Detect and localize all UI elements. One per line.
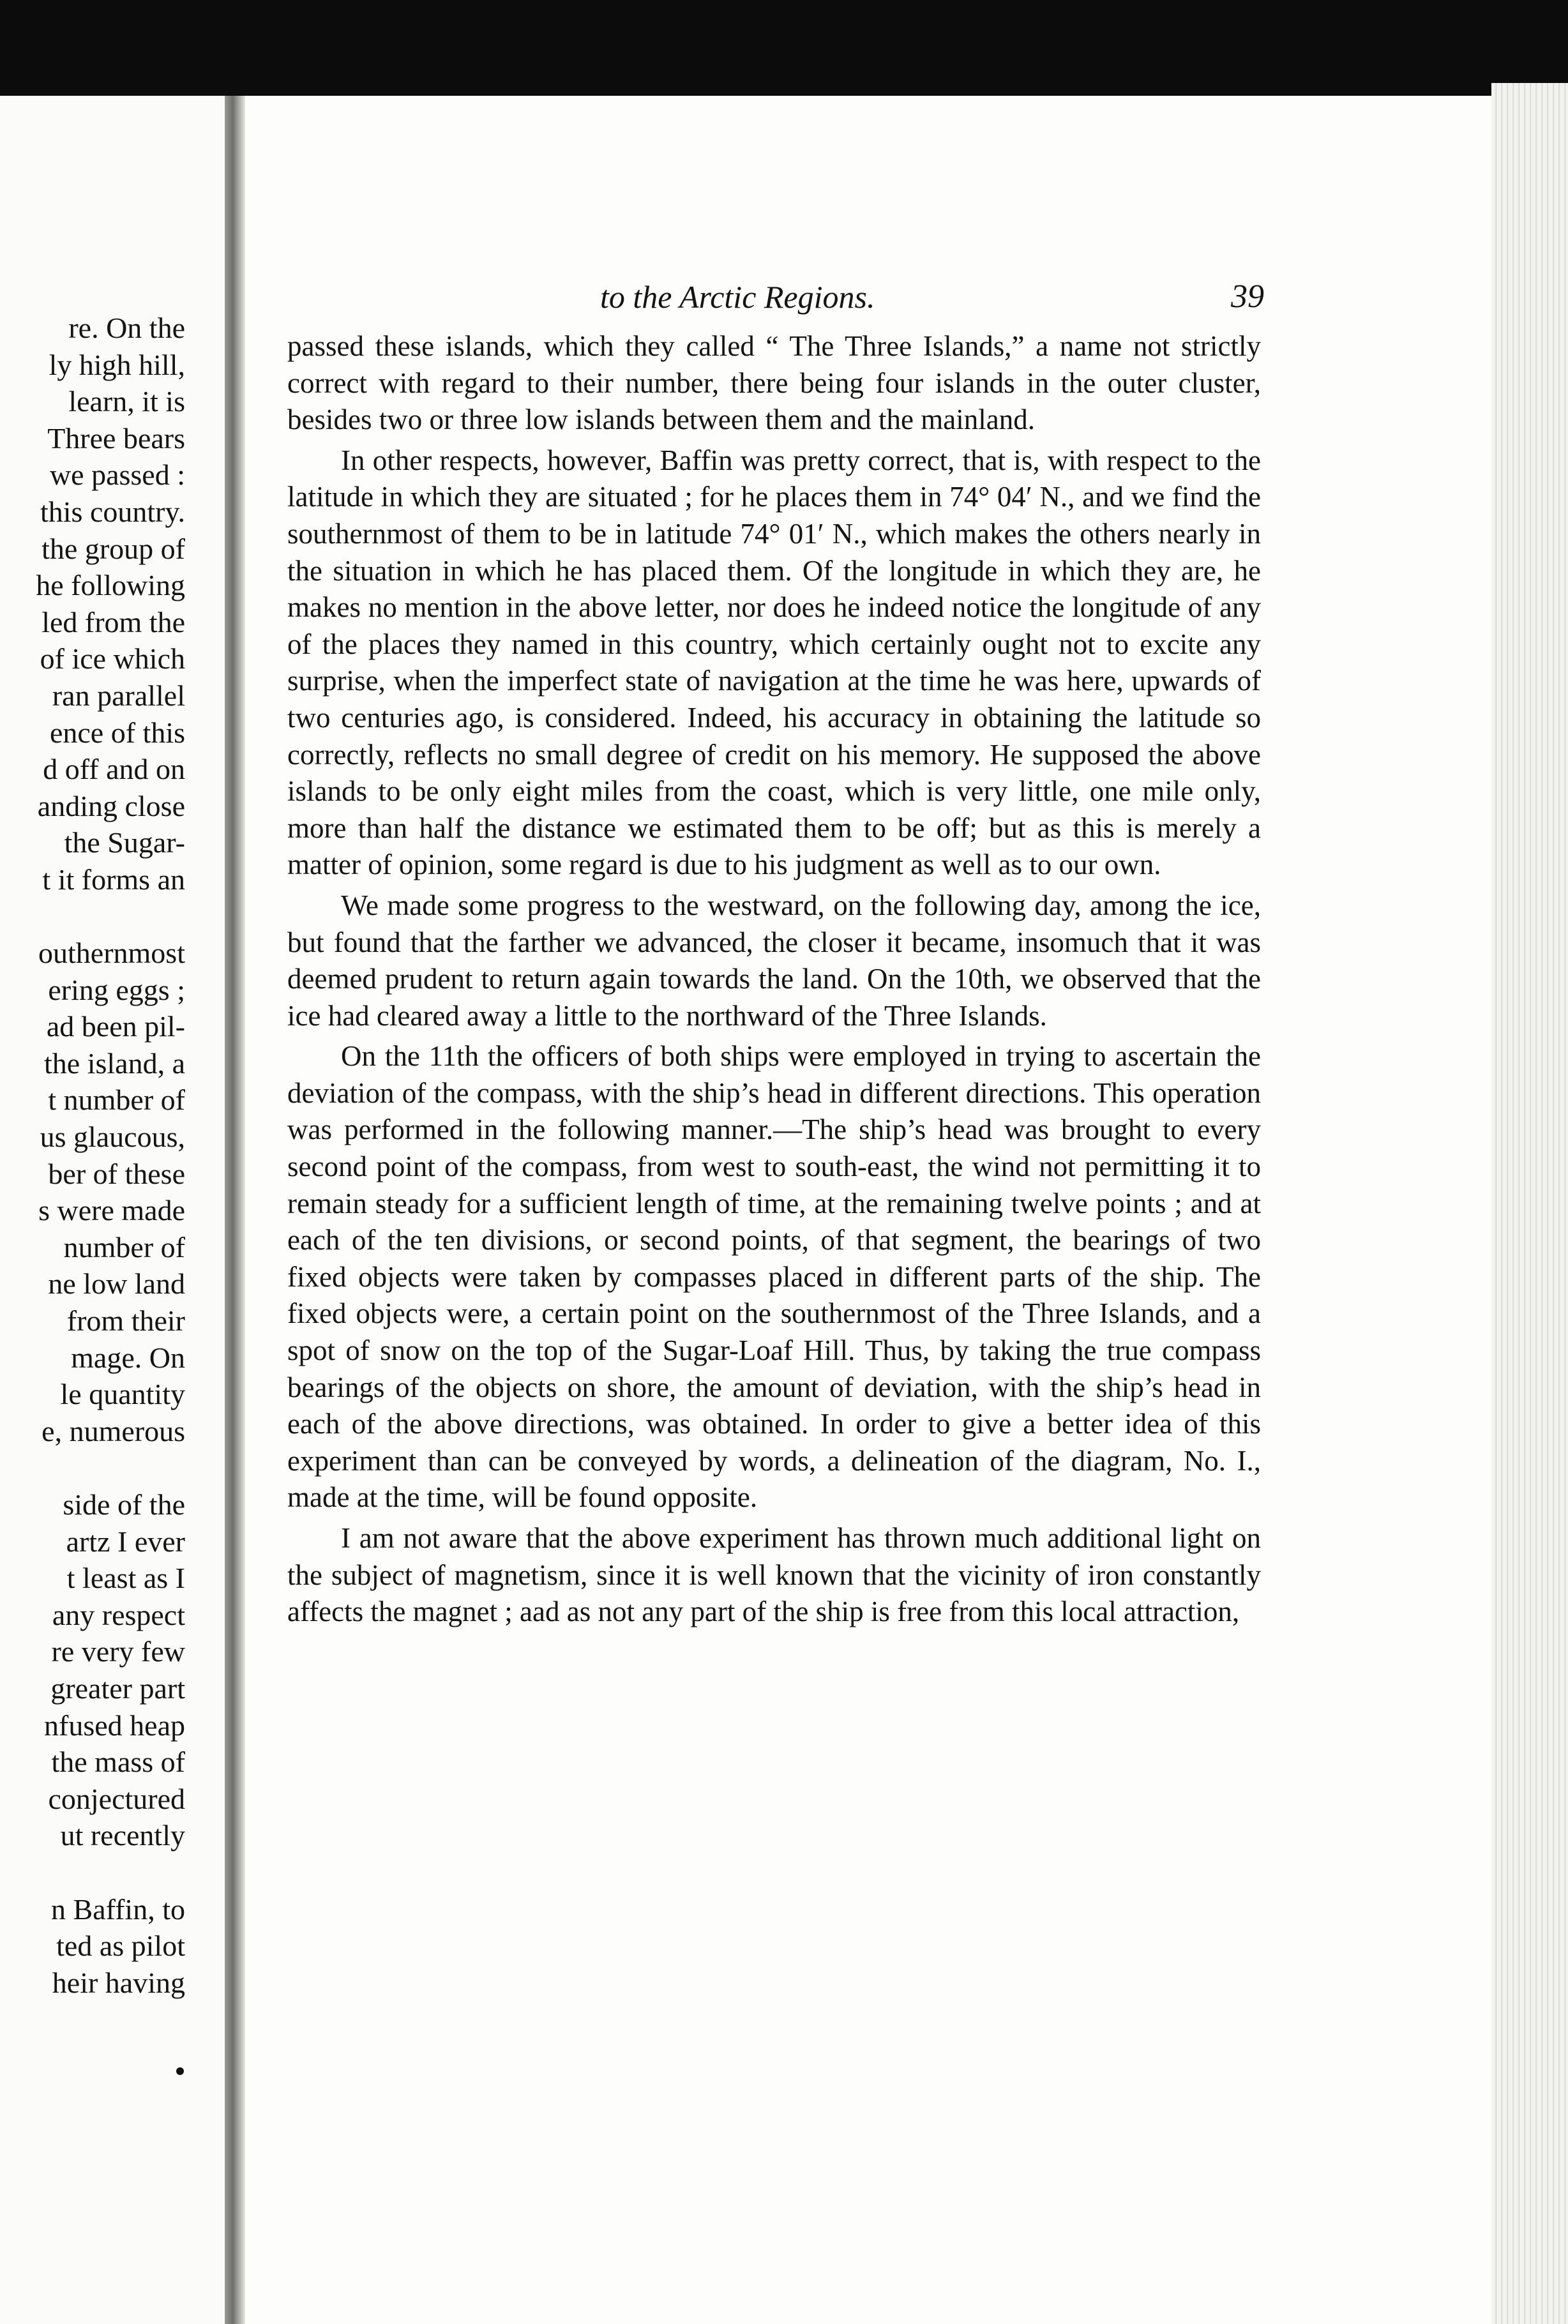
page-number: 39 xyxy=(1231,278,1264,315)
left-page-line: ly high hill, xyxy=(49,348,185,381)
left-page-line: ering eggs ; xyxy=(48,973,185,1006)
paragraph: I am not aware that the above experiment has thrown much additional light on the subject of magnetism, since it is well known that the vicinity of iron constantly affects the magnet ; aad as not any part of the ship is free from this local attraction, xyxy=(287,1522,1261,1628)
left-page-line: number of xyxy=(63,1230,185,1264)
left-page-line: heir having xyxy=(52,1966,185,1999)
left-page-line: we passed : xyxy=(49,458,185,492)
left-page-line: n Baffin, to xyxy=(51,1892,185,1926)
left-page-line: ad been pil- xyxy=(46,1010,185,1043)
left-page-line: this country. xyxy=(40,495,185,528)
left-page-line: re. On the xyxy=(68,312,185,344)
paragraph: passed these islands, which they called “ The Three Islands,” a name not strictly correct with regard to their number, there being four islands in the outer cluster, besides two or three low islands between them and the mainland. xyxy=(287,330,1261,436)
left-page-line: the Sugar- xyxy=(64,826,185,859)
left-page-text xyxy=(0,310,185,2001)
left-page-line: ted as pilot xyxy=(56,1929,185,1963)
left-page-line: ut recently xyxy=(60,1819,185,1852)
left-page-line: learn, it is xyxy=(68,385,185,418)
paragraph: On the 11th the officers of both ships were employed in trying to ascertain the deviation of the compass, with the ship’s head in different directions. This operation was performed in the following manner.—The ship’s head was brought to every second point of the compass, from west to south-east, the wind not permitting it to remain steady for a sufficient length of time, at the remaining twelve points ; and at each of the ten divisions, or second points, of that segment, the bearings of two fixed objects were taken by compasses placed in different parts of the ship. The fixed objects were, a certain point on the southernmost of the Three Islands, and a spot of snow on the top of the Sugar-Loaf Hill. Thus, by taking the true compass bearings of the objects on shore, the amount of deviation, with the ship’s head in each of the above directions, was obtained. In order to give a better idea of this experiment than can be conveyed by words, a delineation of the diagram, No. I., made at the time, will be found opposite. xyxy=(287,1040,1261,1514)
left-page-line: Three bears xyxy=(47,421,185,455)
left-page-line: us glaucous, xyxy=(40,1120,185,1154)
left-page-line: the island, a xyxy=(44,1046,185,1080)
left-page-line: t least as I xyxy=(66,1562,185,1595)
left-page xyxy=(0,96,225,2324)
left-page-line: le quantity xyxy=(60,1378,185,1411)
left-page-line: anding close xyxy=(37,789,185,822)
left-page-line: re very few xyxy=(51,1635,185,1668)
left-page-line: s were made xyxy=(38,1194,185,1227)
left-page-line: of ice which xyxy=(40,642,185,675)
page-edges xyxy=(1491,83,1568,2324)
left-page-gap xyxy=(0,1449,185,1486)
left-page-line: outhernmost xyxy=(38,937,185,970)
left-page-line: t number of xyxy=(48,1083,185,1117)
left-page-line: d off and on xyxy=(43,753,185,786)
left-page-line: t it forms an xyxy=(42,863,185,896)
left-page-line: ber of these xyxy=(48,1157,185,1190)
left-page-line: side of the xyxy=(63,1488,185,1521)
left-page-line: nfused heap xyxy=(44,1709,185,1742)
left-page-line: the group of xyxy=(41,532,185,565)
body-text xyxy=(287,328,1261,1631)
left-page-line: mage. On xyxy=(71,1341,185,1374)
left-page-line: ence of this xyxy=(49,716,185,749)
left-page-line: he following xyxy=(36,569,185,602)
left-page-line: greater part xyxy=(50,1671,185,1705)
paragraph: We made some progress to the westward, on the following day, among the ice, but found that the farther we advanced, the closer it became, insomuch that it was deemed prudent to return again towards the land. On the 10th, we observed that the ice had cleared away a little to the northward of the Three Islands. xyxy=(287,889,1261,1032)
left-page-line: led from the xyxy=(41,605,185,638)
left-page-line: e, numerous xyxy=(41,1414,185,1447)
ink-spot xyxy=(176,2067,184,2075)
left-page-line: artz I ever xyxy=(66,1525,185,1558)
left-page-line: the mass of xyxy=(51,1746,185,1779)
left-page-gap xyxy=(0,898,185,935)
running-head: to the Arctic Regions. xyxy=(600,279,875,315)
left-page-line: ran parallel xyxy=(52,679,185,712)
left-page-line: ne low land xyxy=(48,1267,185,1301)
paragraph: In other respects, however, Baffin was pretty correct, that is, with respect to the latitude in which they are situated ; for he places them in 74° 04′ N., and we find the southernmost of them to be in latitude 74° 01′ N., which makes the others nearly in the situation in which he has placed them. Of the longitude in which they are, he makes no mention in the above letter, nor does he indeed notice the longitude of any of the places they named in this country, which certainly ought not to excite any surprise, when the imperfect state of navigation at the time he was here, upwards of two centuries ago, is considered. Indeed, his accuracy in obtaining the latitude so correctly, reflects no small degree of credit on his memory. He supposed the above islands to be only eight miles from the coast, which is very little, one mile only, more than half the distance we estimated them to be off; but as this is merely a matter of opinion, some regard is due to his judgment as well as to our own. xyxy=(287,444,1261,881)
left-page-line: from their xyxy=(66,1304,185,1338)
left-page-line: any respect xyxy=(52,1598,185,1631)
book-gutter xyxy=(225,96,245,2324)
left-page-line: conjectured xyxy=(48,1782,185,1815)
left-page-gap xyxy=(0,1854,185,1891)
